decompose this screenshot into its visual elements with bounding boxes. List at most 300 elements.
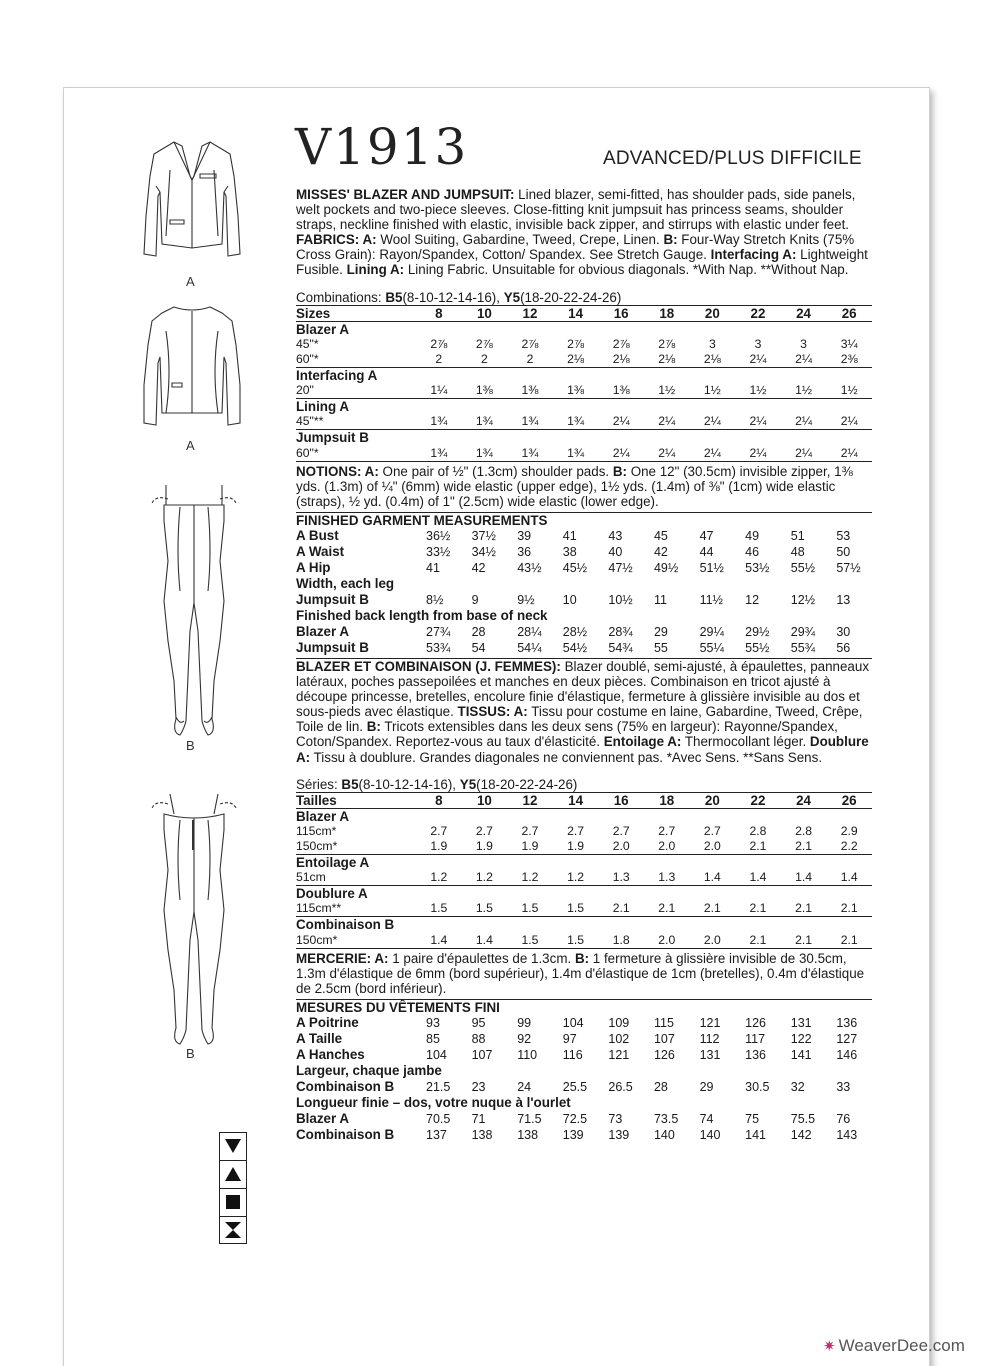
table-cell: 21.5	[426, 1080, 451, 1095]
size-header-cell: 12	[507, 792, 553, 808]
combinations-en-prefix: Combinations:	[296, 289, 386, 305]
table-cell: 2.1	[826, 901, 872, 917]
table-cell: 127	[836, 1032, 858, 1047]
table-cell: 13	[836, 592, 851, 607]
tissus-label: TISSUS: A:	[457, 704, 528, 720]
table-row	[296, 624, 872, 640]
row-label: 115cm*	[296, 823, 337, 838]
table-cell: 53¾	[426, 640, 451, 655]
table-cell: 116	[562, 1048, 583, 1063]
table-cell: 1¾	[416, 446, 462, 462]
size-header-cell: 18	[644, 305, 690, 321]
table-cell: 38	[562, 544, 577, 559]
description-en-text1: Lined blazer, semi-fitted, has shoulder pads, side panels, welt pockets and two-piece sleeves. Close-fitting knit jumpsuit has princess seams, shoulder straps, neckline finished with elastic, invisible back zipper, and stirrups with elastic under feet.	[296, 187, 856, 233]
table-cell: 2.1	[735, 933, 781, 949]
table-cell: 74	[699, 1112, 714, 1127]
table-cell: 112	[699, 1032, 720, 1047]
table-cell: 55½	[745, 640, 770, 655]
size-header-cell: 14	[553, 305, 599, 321]
table-cell: 2⅞	[612, 336, 630, 351]
table-cell: 53½	[745, 560, 770, 575]
table-cell: 2⅜	[826, 352, 872, 368]
size-header-cell: 10	[462, 792, 508, 808]
table-cell: 2.0	[598, 839, 644, 855]
table-cell: 47	[699, 528, 714, 543]
row-label: 45"*	[296, 336, 319, 351]
table-cell: 1¾	[553, 446, 599, 462]
table-cell: 28¾	[608, 624, 633, 639]
table-cell: 2⅛	[644, 352, 690, 368]
table-cell: 136	[745, 1048, 767, 1063]
notions-fr	[296, 951, 872, 996]
table-cell: 2.1	[781, 901, 827, 917]
table-cell: 1.5	[507, 933, 553, 949]
table-cell: 1½	[826, 383, 872, 399]
fabrics-label: FABRICS: A:	[296, 232, 377, 248]
table-cell: 9½	[517, 592, 535, 607]
doublure-label: Doublure A:	[296, 734, 869, 765]
table-group-row	[296, 576, 872, 592]
group-label: Width, each leg	[296, 575, 395, 591]
table-cell: 1.5	[462, 901, 508, 917]
table-cell: 2¼	[735, 414, 781, 430]
table-cell: 2⅞	[475, 336, 493, 351]
difficulty-label: ADVANCED/PLUS DIFFICILE	[603, 148, 862, 169]
table-cell: 9	[471, 592, 479, 607]
row-label: A Bust	[296, 527, 339, 543]
table-cell: 70.5	[426, 1112, 451, 1127]
table-cell: 107	[653, 1032, 675, 1047]
table-cell: 143	[836, 1128, 858, 1143]
table-row	[296, 446, 872, 462]
table-cell: 1.4	[781, 870, 827, 886]
size-header-label: Tailles	[296, 792, 416, 808]
combinations-fr-prefix: Séries:	[296, 776, 342, 792]
table-cell: 54½	[562, 640, 588, 655]
size-header-cell: 20	[690, 792, 736, 808]
table-cell: 110	[517, 1048, 538, 1063]
table-cell: 48	[790, 544, 805, 559]
table-cell: 93	[426, 1016, 440, 1031]
table-cell: 29	[653, 624, 668, 639]
table-cell: 11½	[699, 592, 723, 607]
table-cell: 54	[471, 640, 486, 655]
table-cell: 54¾	[608, 640, 633, 655]
description-en-text5: Lining Fabric. Unsuitable for obvious diagonals. *With Nap. **Without Nap.	[404, 262, 849, 278]
table-cell: 8½	[426, 592, 444, 607]
interfacing-label: Interfacing A:	[710, 247, 797, 263]
table-cell: 2.1	[781, 839, 827, 855]
table-row	[296, 1031, 872, 1047]
table-cell: 1½	[644, 383, 690, 399]
table-cell: 1⅜	[507, 383, 553, 399]
watermark	[823, 1336, 965, 1356]
table-cell: 56	[836, 640, 851, 655]
table-cell: 109	[608, 1016, 630, 1031]
size-header-cell: 16	[598, 792, 644, 808]
table-group-row	[296, 917, 872, 933]
row-label: A Taille	[296, 1031, 343, 1047]
table-cell: 32	[790, 1080, 805, 1095]
hourglass-icon	[219, 1216, 247, 1244]
table-cell: 2⅞	[430, 336, 448, 351]
table-cell: 42	[471, 560, 486, 575]
row-label: 115cm**	[296, 901, 416, 917]
group-label: Finished back length from base of neck	[296, 607, 548, 623]
table-cell: 1⅜	[598, 383, 644, 399]
table-row	[296, 901, 872, 917]
table-cell: 27¾	[426, 624, 451, 639]
group-label: Blazer A	[296, 808, 350, 824]
notions-en-label: NOTIONS: A:	[296, 463, 379, 479]
table-cell: 1.4	[735, 870, 781, 886]
table-cell: 10	[562, 592, 577, 607]
table-cell: 146	[836, 1048, 858, 1063]
blazer-a-back-illustration	[136, 301, 248, 431]
table-cell: 102	[608, 1032, 630, 1047]
table-group-row	[296, 399, 872, 415]
table-cell: 2⅞	[567, 336, 585, 351]
table-cell: 30	[836, 624, 851, 639]
table-cell: 1¾	[507, 414, 553, 430]
table-group-row	[296, 808, 872, 824]
table-row	[296, 544, 872, 560]
notions-fr-text1: 1 paire d'épaulettes de 1.3cm.	[388, 950, 575, 966]
table-cell: 51½	[699, 560, 724, 575]
table-cell: 1.5	[416, 901, 462, 917]
row-label: 150cm*	[296, 839, 416, 855]
table-cell: 141	[745, 1128, 767, 1143]
table-cell: 1.3	[598, 870, 644, 886]
size-header-cell: 20	[690, 305, 736, 321]
lining-label: Lining A:	[346, 262, 405, 278]
table-cell: 1.3	[644, 870, 690, 886]
table-cell: 1½	[735, 383, 781, 399]
group-label: Combinaison B	[296, 917, 395, 933]
size-header-cell: 22	[735, 305, 781, 321]
group-label: Interfacing A	[296, 368, 378, 384]
table-cell: 136	[836, 1016, 858, 1031]
table-cell: 3	[800, 336, 807, 351]
description-fr-text3: Tricots extensibles dans les deux sens (75% en largeur): Rayonne/Spandex, Coton/Spandex. Reportez-vous au taux d'élasticité.	[296, 719, 838, 750]
combinations-fr-b5-sizes: (8-10-12-14-16),	[358, 776, 460, 792]
table-cell: 55½	[790, 560, 816, 575]
entoilage-label: Entoilage A:	[603, 734, 682, 750]
table-cell: 2⅞	[658, 336, 676, 351]
table-cell: 36½	[426, 528, 451, 543]
size-header-cell: 22	[735, 792, 781, 808]
table-row	[296, 870, 872, 886]
table-group-row	[296, 430, 872, 446]
table-cell: 1.9	[553, 839, 599, 855]
table-cell: 28	[653, 1080, 668, 1095]
table-cell: 1.4	[462, 933, 508, 949]
combinations-en-b5-sizes: (8-10-12-14-16),	[402, 289, 504, 305]
table-cell: 88	[471, 1032, 486, 1047]
notions-fr-b-label: B:	[574, 950, 590, 966]
table-cell: 29	[699, 1080, 714, 1095]
table-cell: 12½	[790, 592, 816, 607]
table-cell: 1¾	[462, 414, 508, 430]
pattern-number: V1913	[295, 118, 469, 176]
view-label-b-back: B	[186, 1046, 195, 1061]
notions-fr-label: MERCERIE: A:	[296, 950, 389, 966]
row-label: 51cm	[296, 870, 416, 886]
table-cell: 12	[745, 592, 760, 607]
table-cell: 1¾	[507, 446, 553, 462]
table-cell: 115	[653, 1016, 674, 1031]
size-header-cell: 8	[416, 792, 462, 808]
size-header-label: Sizes	[296, 305, 416, 321]
table-cell: 1½	[781, 383, 827, 399]
group-label: Lining A	[296, 399, 350, 415]
table-group-row	[296, 321, 872, 337]
table-cell: 92	[517, 1032, 532, 1047]
description-fr-lead: BLAZER ET COMBINAISON (J. FEMMES):	[296, 658, 561, 674]
table-cell: 29¼	[699, 624, 724, 639]
table-cell: 76	[836, 1112, 851, 1127]
table-cell: 41	[562, 528, 577, 543]
table-cell: 49½	[653, 560, 679, 575]
table-cell: 11	[653, 592, 667, 607]
table-row	[296, 1127, 872, 1143]
table-cell: 28½	[562, 624, 588, 639]
table-cell: 43½	[517, 560, 542, 575]
table-cell: 99	[517, 1016, 532, 1031]
table-cell: 1.2	[462, 870, 508, 886]
table-cell: 1¾	[462, 446, 508, 462]
table-cell: 29¾	[790, 624, 816, 639]
triangle-down-icon	[219, 1132, 247, 1160]
table-cell: 2.7	[430, 823, 448, 838]
table-cell: 28	[471, 624, 486, 639]
table-row	[296, 560, 872, 576]
table-cell: 85	[426, 1032, 440, 1047]
table-row	[296, 933, 872, 949]
table-cell: 55¾	[790, 640, 816, 655]
table-cell: 2.1	[735, 839, 781, 855]
table-cell: 140	[653, 1128, 675, 1143]
row-label: 45"**	[296, 414, 416, 430]
table-cell: 10½	[608, 592, 633, 607]
jumpsuit-b-back-illustration	[144, 790, 244, 1050]
table-group-row	[296, 1095, 872, 1111]
table-row	[296, 352, 872, 368]
table-cell: 138	[471, 1128, 493, 1143]
size-header-row	[296, 792, 872, 808]
table-cell: 1.2	[553, 870, 599, 886]
finished-title-fr: MESURES DU VÊTEMENTS FINI	[296, 999, 500, 1015]
table-row	[296, 592, 872, 608]
size-header-cell: 16	[598, 305, 644, 321]
table-cell: 1.5	[553, 901, 599, 917]
table-row	[296, 337, 872, 352]
group-label: Longueur finie – dos, votre nuque à l'ourlet	[296, 1095, 571, 1111]
table-cell: 126	[653, 1048, 675, 1063]
combinations-fr-y5: Y5	[459, 776, 477, 792]
table-cell: 1.5	[507, 901, 553, 917]
table-cell: 131	[699, 1048, 721, 1063]
table-cell: 24	[517, 1080, 532, 1095]
table-cell: 2¼	[735, 352, 781, 368]
table-cell: 1.4	[416, 933, 462, 949]
table-cell: 54¼	[517, 640, 542, 655]
watermark-text: WeaverDee.com	[838, 1336, 965, 1355]
table-cell: 121	[699, 1016, 721, 1031]
table-cell: 40	[608, 544, 623, 559]
table-cell: 138	[517, 1128, 539, 1143]
table-cell: 2.0	[690, 839, 736, 855]
size-header-cell: 24	[781, 305, 827, 321]
table-cell: 2¼	[598, 414, 644, 430]
table-cell: 2¼	[690, 446, 736, 462]
combinations-fr-y5-sizes: (18-20-22-24-26)	[476, 776, 578, 792]
table-group-row	[296, 1063, 872, 1079]
description-en-text3: Four-Way Stretch Knits (75% Cross Grain): Rayon/Spandex, Cotton/ Spandex. See Stretch Gauge.	[296, 232, 855, 263]
table-cell: 37½	[471, 528, 496, 543]
table-cell: 47½	[608, 560, 633, 575]
table-cell: 2¼	[644, 414, 690, 430]
jumpsuit-b-front-illustration	[144, 481, 244, 741]
table-cell: 39	[517, 528, 532, 543]
size-header-cell: 8	[416, 305, 462, 321]
finished-title-en: FINISHED GARMENT MEASUREMENTS	[296, 512, 548, 528]
row-label: Combinaison B	[296, 1079, 395, 1095]
row-label: Jumpsuit B	[296, 591, 369, 607]
table-cell: 2⅞	[521, 336, 539, 351]
table-cell: 2¼	[826, 446, 872, 462]
row-label: 150cm*	[296, 933, 416, 949]
table-cell: 142	[790, 1128, 812, 1143]
description-en	[296, 187, 872, 278]
combinations-en	[296, 290, 872, 305]
table-cell: 73	[608, 1112, 623, 1127]
group-label: Jumpsuit B	[296, 430, 369, 446]
pattern-envelope-back	[63, 87, 930, 1366]
table-cell: 95	[471, 1016, 486, 1031]
table-cell: 2.7	[521, 823, 539, 838]
table-cell: 1⅜	[462, 383, 508, 399]
blazer-a-front-illustration	[136, 136, 248, 262]
table-cell: 2⅛	[690, 352, 736, 368]
notions-en-text2: One 12" (30.5cm) invisible zipper, 1⅜ yds. (1.3m) of ¼" (6mm) wide elastic (upper edge), 1½ yds. (1.4m) of ⅜" (1cm) wide elastic (straps), ½ yd. (0.4m) of 1" (2.5cm) wide elastic (lower edge).	[296, 463, 853, 509]
table-cell: 137	[426, 1128, 447, 1143]
description-fr-text4: Thermocollant léger.	[681, 734, 810, 750]
table-cell: 2.7	[703, 823, 721, 838]
table-cell: 1.5	[553, 933, 599, 949]
table-cell: 34½	[471, 544, 496, 559]
table-cell: 2.0	[644, 933, 690, 949]
table-cell: 1.4	[690, 870, 736, 886]
yardage-table-fr	[296, 792, 872, 949]
table-cell: 139	[608, 1128, 630, 1143]
table-cell: 42	[653, 544, 668, 559]
table-cell: 2.8	[795, 823, 813, 838]
table-cell: 1.9	[507, 839, 553, 855]
square-icon	[219, 1188, 247, 1216]
table-cell: 72.5	[562, 1112, 588, 1127]
table-cell: 2.0	[690, 933, 736, 949]
thread-spool-icon: ✷	[823, 1338, 836, 1355]
combinations-en-y5: Y5	[503, 289, 521, 305]
table-cell: 55¼	[699, 640, 724, 655]
table-cell: 2¼	[598, 446, 644, 462]
table-cell: 46	[745, 544, 760, 559]
table-row	[296, 1111, 872, 1127]
table-cell: 30.5	[745, 1080, 770, 1095]
size-header-cell: 18	[644, 792, 690, 808]
table-row	[296, 414, 872, 430]
table-cell: 29½	[745, 624, 770, 639]
table-cell: 43	[608, 528, 623, 543]
combinations-en-b5: B5	[385, 289, 403, 305]
tissus-b-label: B:	[366, 719, 381, 735]
table-cell: 2.2	[826, 839, 872, 855]
row-label: Combinaison B	[296, 1127, 395, 1143]
row-label: A Poitrine	[296, 1015, 359, 1031]
row-label: Blazer A	[296, 623, 350, 639]
table-cell: 1.8	[598, 933, 644, 949]
table-cell: 131	[790, 1016, 812, 1031]
table-cell: 2.7	[658, 823, 676, 838]
table-cell: 2⅛	[598, 352, 644, 368]
table-cell: 2.7	[475, 823, 493, 838]
group-label: Entoilage A	[296, 855, 370, 871]
row-label: Jumpsuit B	[296, 639, 369, 655]
table-cell: 50	[836, 544, 851, 559]
table-group-row	[296, 368, 872, 384]
table-cell: 33½	[426, 544, 451, 559]
table-cell: 2.7	[567, 823, 585, 838]
size-header-row	[296, 305, 872, 321]
combinations-fr	[296, 777, 872, 792]
table-cell: 75	[745, 1112, 760, 1127]
table-cell: 1¼	[416, 383, 462, 399]
combinations-fr-b5: B5	[341, 776, 359, 792]
triangle-up-icon	[219, 1160, 247, 1188]
table-cell: 1⅜	[553, 383, 599, 399]
table-cell: 51	[790, 528, 805, 543]
table-cell: 2.1	[690, 901, 736, 917]
table-cell: 53	[836, 528, 851, 543]
table-cell: 2¼	[781, 446, 827, 462]
size-header-cell: 10	[462, 305, 508, 321]
group-label: Blazer A	[296, 321, 350, 337]
view-label-b: B	[186, 738, 195, 753]
table-cell: 2.8	[749, 823, 767, 838]
table-row	[296, 1047, 872, 1063]
table-cell: 2.9	[840, 823, 858, 838]
table-cell: 45½	[562, 560, 588, 575]
table-cell: 73.5	[653, 1112, 679, 1127]
size-header-cell: 26	[826, 305, 872, 321]
table-cell: 49	[745, 528, 760, 543]
table-cell: 107	[471, 1048, 493, 1063]
description-fr	[296, 659, 872, 765]
table-cell: 26.5	[608, 1080, 633, 1095]
table-cell: 71	[471, 1112, 486, 1127]
row-label: A Hip	[296, 559, 331, 575]
row-label: Blazer A	[296, 1111, 350, 1127]
table-cell: 140	[699, 1128, 721, 1143]
table-cell: 44	[699, 544, 714, 559]
notions-en-b-label: B:	[612, 463, 627, 479]
table-cell: 2	[507, 352, 553, 368]
table-cell: 126	[745, 1016, 767, 1031]
table-cell: 122	[790, 1032, 812, 1047]
table-cell: 2.0	[644, 839, 690, 855]
table-cell: 2.7	[612, 823, 630, 838]
